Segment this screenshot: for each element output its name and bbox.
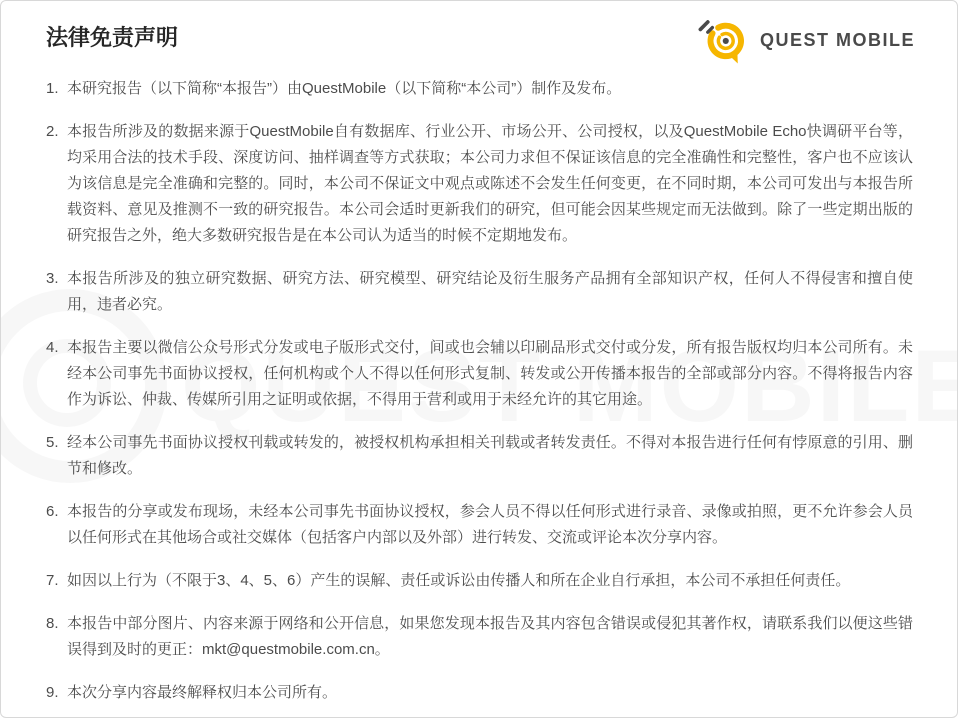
item-number: 9.: [46, 684, 59, 701]
item-number: 2.: [46, 123, 59, 140]
disclaimer-item-7: [46, 568, 913, 594]
disclaimer-item-1: [46, 76, 913, 102]
disclaimer-list: [1, 76, 957, 706]
item-text: 如因以上行为（不限于3、4、5、6）产生的误解、责任或诉讼由传播人和所在企业自行承担，本公司不承担任何责任。: [67, 572, 851, 589]
disclaimer-item-5: [46, 430, 913, 482]
item-text: 经本公司事先书面协议授权刊载或转发的，被授权机构承担相关刊载或者转发责任。不得对本报告进行任何有悖原意的引用、删节和修改。: [67, 434, 913, 477]
item-number: 3.: [46, 270, 59, 287]
disclaimer-item-3: [46, 266, 913, 318]
item-text: 本次分享内容最终解释权归本公司所有。: [67, 684, 338, 701]
item-number: 7.: [46, 572, 59, 589]
disclaimer-item-4: [46, 335, 913, 413]
item-text: 本报告主要以微信公众号形式分发或电子版形式交付，间或也会辅以印刷品形式交付或分发，所有报告版权均归本公司所有。未经本公司事先书面协议授权，任何机构或个人不得以任何形式复制、转发或公开传播本报告的全部或部分内容。不得将报告内容作为诉讼、仲裁、传媒所引用之证明或依据，不得用于营利或用于未经允许的其它用途。: [67, 339, 913, 408]
questmobile-logo-text: QUEST MOBILE: [759, 29, 915, 50]
item-text: 本报告中部分图片、内容来源于网络和公开信息，如果您发现本报告及其内容包含错误或侵犯其著作权，请联系我们以便这些错误得到及时的更正：mkt@questmobile.com.cn。: [67, 615, 913, 658]
item-text: 本报告所涉及的独立研究数据、研究方法、研究模型、研究结论及衍生服务产品拥有全部知识产权，任何人不得侵害和擅自使用，违者必究。: [67, 270, 913, 313]
item-number: 5.: [46, 434, 59, 451]
item-text: 本报告的分享或发布现场，未经本公司事先书面协议授权，参会人员不得以任何形式进行录音、录像或拍照，更不允许参会人员以任何形式在其他场合或社交媒体（包括客户内部以及外部）进行转发、交流或评论本次分享内容。: [67, 503, 913, 546]
header: [1, 1, 957, 64]
item-number: 8.: [46, 615, 59, 632]
disclaimer-item-6: [46, 499, 913, 551]
disclaimer-item-9: [46, 680, 913, 706]
questmobile-logo-icon: [695, 16, 751, 64]
item-number: 6.: [46, 503, 59, 520]
item-number: 4.: [46, 339, 59, 356]
disclaimer-item-2: [46, 119, 913, 249]
disclaimer-item-8: [46, 611, 913, 663]
questmobile-logo: [695, 16, 915, 64]
item-text: 本研究报告（以下简称“本报告”）由QuestMobile（以下简称“本公司”）制作及发布。: [67, 80, 622, 97]
page-title: 法律免责声明: [46, 25, 179, 50]
item-text: 本报告所涉及的数据来源于QuestMobile自有数据库、行业公开、市场公开、公司授权，以及QuestMobile Echo快调研平台等，均采用合法的技术手段、深度访问、抽样调查等方式获取；本公司力求但不保证该信息的完全准确性和完整性，客户也不应该认为该信息是完全准确和完整的。同时，本公司不保证文中观点或陈述不会发生任何变更，在不同时期，本公司可发出与本报告所载资料、意见及推测不一致的研究报告。本公司会适时更新我们的研究，但可能会因某些规定而无法做到。除了一些定期出版的研究报告之外，绝大多数研究报告是在本公司认为适当的时候不定期地发布。: [67, 123, 913, 244]
item-number: 1.: [46, 80, 59, 97]
